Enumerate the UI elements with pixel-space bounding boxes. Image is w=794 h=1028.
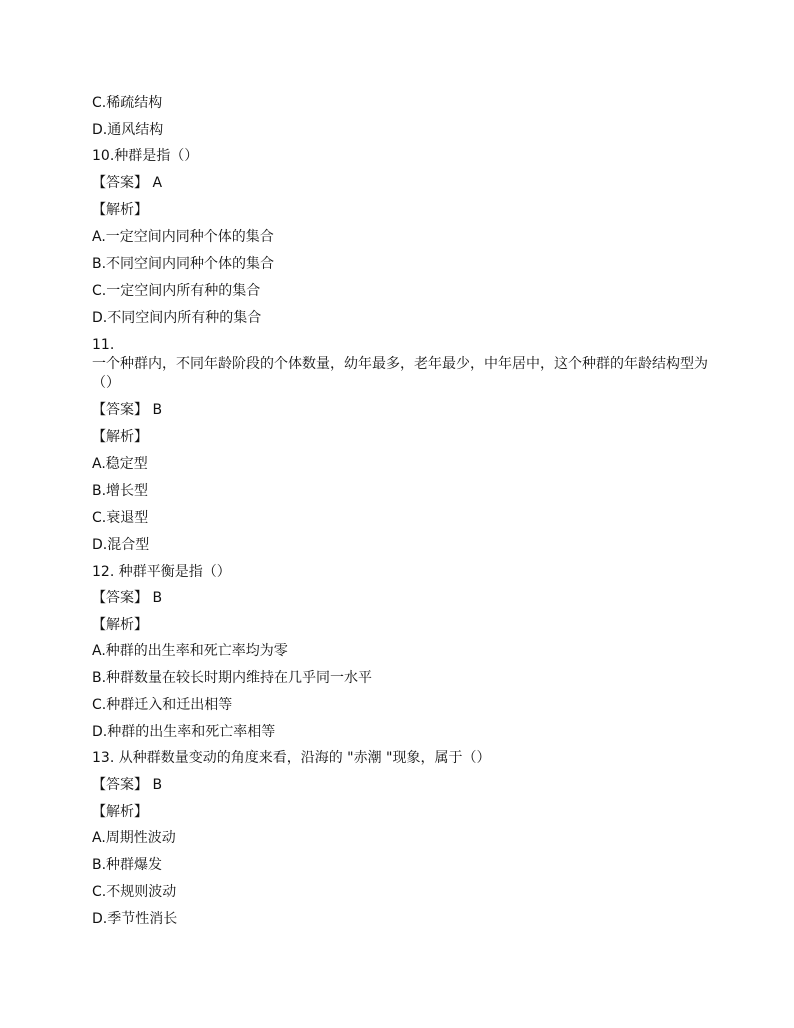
answer-q10: 【答案】 A xyxy=(92,175,163,191)
option-c-q10: C.一定空间内所有种的集合 xyxy=(92,283,261,299)
option-d-q10: D.不同空间内所有种的集合 xyxy=(92,310,262,326)
option-d-q13: D.季节性消长 xyxy=(92,911,178,927)
option-b-q13: B.种群爆发 xyxy=(92,857,163,873)
analysis-label-q11: 【解析】 xyxy=(92,429,148,445)
answer-q11: 【答案】 B xyxy=(92,402,163,418)
question-11-number: 11. xyxy=(92,337,115,353)
answer-q12: 【答案】 B xyxy=(92,590,163,606)
option-a-q13: A.周期性波动 xyxy=(92,830,176,846)
option-c-q9: C.稀疏结构 xyxy=(92,95,163,111)
question-10: 10.种群是指（） xyxy=(92,148,199,164)
option-d-q11: D.混合型 xyxy=(92,537,150,553)
analysis-label-q13: 【解析】 xyxy=(92,804,148,820)
option-c-q12: C.种群迁入和迁出相等 xyxy=(92,697,233,713)
analysis-label-q10: 【解析】 xyxy=(92,202,148,218)
option-a-q12: A.种群的出生率和死亡率均为零 xyxy=(92,643,288,659)
option-c-q13: C.不规则波动 xyxy=(92,884,177,900)
option-a-q11: A.稳定型 xyxy=(92,456,148,472)
question-11-text: 一个种群内，不同年龄阶段的个体数量，幼年最多，老年最少，中年居中，这个种群的年龄结构型为（） xyxy=(92,356,708,391)
option-a-q10: A.一定空间内同种个体的集合 xyxy=(92,229,274,245)
option-c-q11: C.衰退型 xyxy=(92,510,149,526)
question-12: 12. 种群平衡是指（） xyxy=(92,564,231,580)
option-b-q10: B.不同空间内同种个体的集合 xyxy=(92,256,275,272)
analysis-label-q12: 【解析】 xyxy=(92,617,148,633)
option-d-q12: D.种群的出生率和死亡率相等 xyxy=(92,724,276,740)
question-13: 13. 从种群数量变动的角度来看，沿海的 "赤潮 "现象，属于（） xyxy=(92,750,491,766)
answer-q13: 【答案】 B xyxy=(92,777,163,793)
option-b-q11: B.增长型 xyxy=(92,483,149,499)
option-b-q12: B.种群数量在较长时期内维持在几乎同一水平 xyxy=(92,670,373,686)
option-d-q9: D.通风结构 xyxy=(92,122,164,138)
